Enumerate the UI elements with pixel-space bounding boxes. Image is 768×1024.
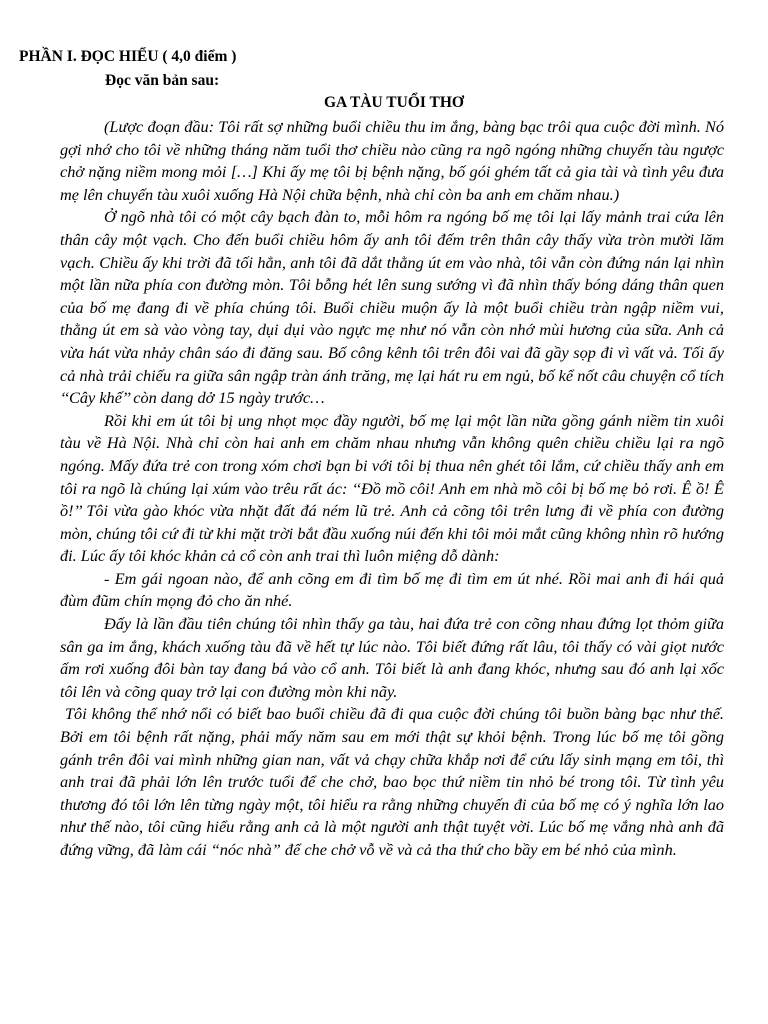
paragraph-2: Ở ngõ nhà tôi có một cây bạch đàn to, mỗi hôm ra ngóng bố mẹ tôi lại lấy mảnh trai cứa lên thân cây một vạch. Cho đến buổi chiều hôm ấy anh tôi đếm trên thân cây thấy vừa tròn mười lăm vạch. Chiều ấy khi trời đã tối hẳn, anh tôi đã dắt thằng út em vào nhà, tôi vẫn còn đứng nán lại nhìn một lần nữa phía con đường mòn. Tôi bỗng hét lên sung sướng vì đã nhìn thấy bóng dáng thân quen của bố mẹ đang đi về phía chúng tôi. Buổi chiều muộn ấy là một buổi chiều tràn ngập niềm vui, thằng út em sà vào vòng tay, dụi dụi vào ngực mẹ như nó vẫn còn nhớ mùi hương của sữa. Anh cả vừa hát vừa nhảy chân sáo đi đăng sau. Bố công kênh tôi trên đôi vai đã gầy sọp đi vì vất vả. Tối ấy cả nhà trải chiếu ra giữa sân ngập tràn ánh trăng, mẹ lại hát ru em ngủ, bố kể nốt câu chuyện cổ tích ‘‘Cây khế’’ còn dang dở 15 ngày trước… (60, 207, 724, 408)
reading-passage (60, 116, 724, 862)
paragraph-summary: (Lược đoạn đầu: Tôi rất sợ những buổi chiều thu im ắng, bàng bạc trôi qua cuộc đời mình. Nó gợi nhớ cho tôi về những tháng năm tuổi thơ chiều nào cũng ra ngõ ngóng những chuyến tàu ngược chở nặng niềm mong mỏi […] Khi ấy mẹ tôi bị bệnh nặng, bố gói ghém tất cả gia tài và tình yêu đưa mẹ lên chuyến tàu xuôi xuống Hà Nội chữa bệnh, nhà chỉ còn ba anh em chăm nhau.) (60, 117, 724, 204)
paragraph-3: Rồi khi em út tôi bị ung nhọt mọc đầy người, bố mẹ lại một lần nữa gồng gánh niềm tin xuôi tàu về Hà Nội. Nhà chỉ còn hai anh em chăm nhau nhưng vẫn không quên chiều chiều lại ra ngõ ngóng. Mấy đứa trẻ con trong xóm chơi bạn bi với tôi bị thua nên ghét tôi lắm, cứ chiều thấy anh em tôi ra ngõ là chúng lại xúm vào trêu rất ác: ‘‘Đồ mồ côi! Anh em nhà mồ côi bị bố mẹ bỏ rơi. Ê ồ! Ê ồ!’’ Tôi vừa gào khóc vừa nhặt đất đá ném lũ trẻ. Anh cả cõng tôi trên lưng đi về phía con đường mòn, chúng tôi cứ đi từ khi mặt trời bắt đầu xuống núi đến khi tôi mỏi mắt cũng không nhìn rõ hướng đi. Lúc ấy tôi khóc khản cả cổ còn anh trai thì luôn miệng dỗ dành: (60, 410, 724, 566)
paragraph-5: Đấy là lần đầu tiên chúng tôi nhìn thấy ga tàu, hai đứa trẻ con cõng nhau đứng lọt thỏm giữa sân ga im ắng, khách xuống tàu đã về hết tự lúc nào. Tôi biết đứng rất lâu, tôi thấy có vài giọt nước ấm rơi xuống đôi bàn tay đang bá vào cổ anh. Tôi biết là anh đang khóc, nhưng sau đó anh lại xốc tôi lên và cõng quay trở lại con đường mòn khi nãy. (60, 614, 724, 701)
paragraph-dialogue: - Em gái ngoan nào, để anh cõng em đi tìm bố mẹ đi tìm em út nhé. Rồi mai anh đi hái quả đùm đũm chín mọng đỏ cho ăn nhé. (60, 568, 724, 611)
paragraph-6: Tôi không thể nhớ nổi có biết bao buổi chiều đã đi qua cuộc đời chúng tôi buồn bàng bạc như thế. Bởi em tôi bệnh rất nặng, phải mấy năm sau em mới thật sự khỏi bệnh. Trong lúc bố mẹ tôi gồng gánh trên đôi vai mình những gian nan, vất vả chạy chữa khắp nơi để cứu lấy sinh mạng em tôi, thì anh trai đã phải lớn lên trước tuổi để che chở, bao bọc thứ niềm tin nhỏ bé trong tôi. Từ tình yêu thương đó tôi lớn lên từng ngày một, tôi hiểu ra rằng những chuyến đi của bố mẹ có ý nghĩa lớn lao như thế nào, tôi cũng hiểu rằng anh cả là một người anh thật tuyệt vời. Lúc bố mẹ vắng nhà anh đã đứng vững, đã làm cái “nóc nhà” để che chở vỗ về và cả tha thứ cho bầy em bé nhỏ của mình. (60, 704, 724, 859)
text-title: GA TÀU TUỔI THƠ (324, 94, 464, 111)
reading-instruction: Đọc văn bản sau: (105, 72, 220, 89)
section-heading: PHẦN I. ĐỌC HIỂU ( 4,0 điểm ) (19, 48, 237, 65)
